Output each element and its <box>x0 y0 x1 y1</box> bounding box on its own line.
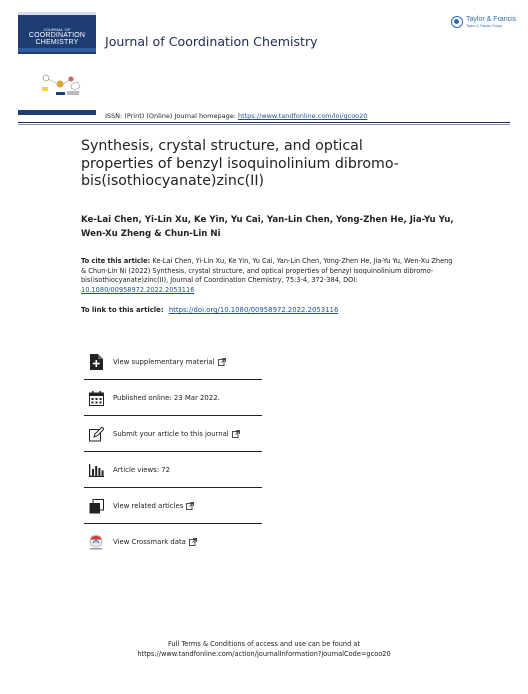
publisher-logo-icon <box>451 16 463 28</box>
header-divider <box>18 122 510 123</box>
action-article-views <box>84 452 262 488</box>
article-link-line <box>81 306 338 314</box>
external-link-icon <box>232 430 240 438</box>
action-supplementary-material[interactable] <box>84 344 262 380</box>
publisher-logo-text <box>466 16 516 28</box>
action-label: Article views: 72 <box>113 466 171 474</box>
action-crossmark-data[interactable] <box>84 524 262 560</box>
article-link-label: To link to this article: <box>81 306 164 314</box>
issn-line <box>105 112 367 120</box>
footer-line1: Full Terms & Conditions of access and use can be found at <box>167 640 361 648</box>
cover-title <box>18 27 96 46</box>
publisher-subtitle: Taylor & Francis Group <box>466 24 502 28</box>
citation-doi-link[interactable]: 10.1080/00958972.2022.2053116 <box>81 285 195 294</box>
action-published-online <box>84 380 262 416</box>
action-related-articles[interactable] <box>84 488 262 524</box>
cover-stripe <box>18 48 96 52</box>
journal-cover-thumbnail <box>18 12 96 54</box>
footer-line2[interactable]: https://www.tandfonline.com/action/journalInformation?journalCode=gcoo20 <box>137 649 391 658</box>
calendar-icon <box>88 390 104 406</box>
graphical-abstract-image <box>36 70 86 98</box>
journal-homepage-link[interactable]: https://www.tandfonline.com/loi/gcoo20 <box>237 112 368 120</box>
publisher-logo[interactable] <box>451 16 516 28</box>
cover-title-line1: JOURNAL OF <box>43 27 71 32</box>
action-label: View supplementary material <box>113 358 215 366</box>
publisher-name: Taylor & Francis <box>466 16 517 23</box>
header-divider-secondary <box>18 124 510 125</box>
citation-label: To cite this article: <box>81 257 151 265</box>
action-label: Published online: 23 Mar 2022. <box>113 394 220 402</box>
header-rule-block <box>18 110 96 115</box>
external-link-icon <box>218 358 226 366</box>
external-link-icon <box>189 538 197 546</box>
submit-pen-icon <box>88 426 104 442</box>
bar-chart-icon <box>88 462 104 478</box>
action-label: Submit your article to this journal <box>113 430 229 438</box>
citation-block <box>81 257 456 295</box>
external-link-icon <box>186 502 194 510</box>
article-actions-list <box>84 344 262 560</box>
related-articles-icon <box>88 498 104 514</box>
article-doi-link[interactable]: https://doi.org/10.1080/00958972.2022.2053116 <box>168 306 339 314</box>
action-label: View related articles <box>113 502 184 510</box>
article-title: Synthesis, crystal structure, and optical properties of benzyl isoquinolinium dibromo-bis(isothiocyanate)zinc(II) <box>81 138 399 189</box>
crossmark-icon <box>88 534 104 550</box>
cover-title-line2: COORDINATION <box>28 32 86 39</box>
supplementary-icon <box>88 354 104 370</box>
journal-title[interactable]: Journal of Coordination Chemistry <box>105 34 318 49</box>
footer-terms <box>0 640 528 659</box>
action-submit-article[interactable] <box>84 416 262 452</box>
issn-text: ISSN: (Print) (Online) Journal homepage: <box>105 112 236 120</box>
article-authors[interactable]: Ke-Lai Chen, Yi-Lin Xu, Ke Yin, Yu Cai, Yan-Lin Chen, Yong-Zhen He, Jia-Yu Yu, Wen-Xu Zheng & Chun-Lin Ni <box>81 215 454 239</box>
cover-title-line3: CHEMISTRY <box>35 39 79 46</box>
citation-text: Ke-Lai Chen, Yi-Lin Xu, Ke Yin, Yu Cai, Yan-Lin Chen, Yong-Zhen He, Jia-Yu Yu, Wen-Xu Zheng & Chun-Lin Ni (2022) Synthesis, crystal structure, and optical properties of benzyl isoquinolinium dibromo-bis(isothiocyanate)zinc(II), Journal of Coordination Chemistry, 75:3-4, 372-384, DOI: <box>81 257 453 285</box>
action-label: View Crossmark data <box>113 538 186 546</box>
